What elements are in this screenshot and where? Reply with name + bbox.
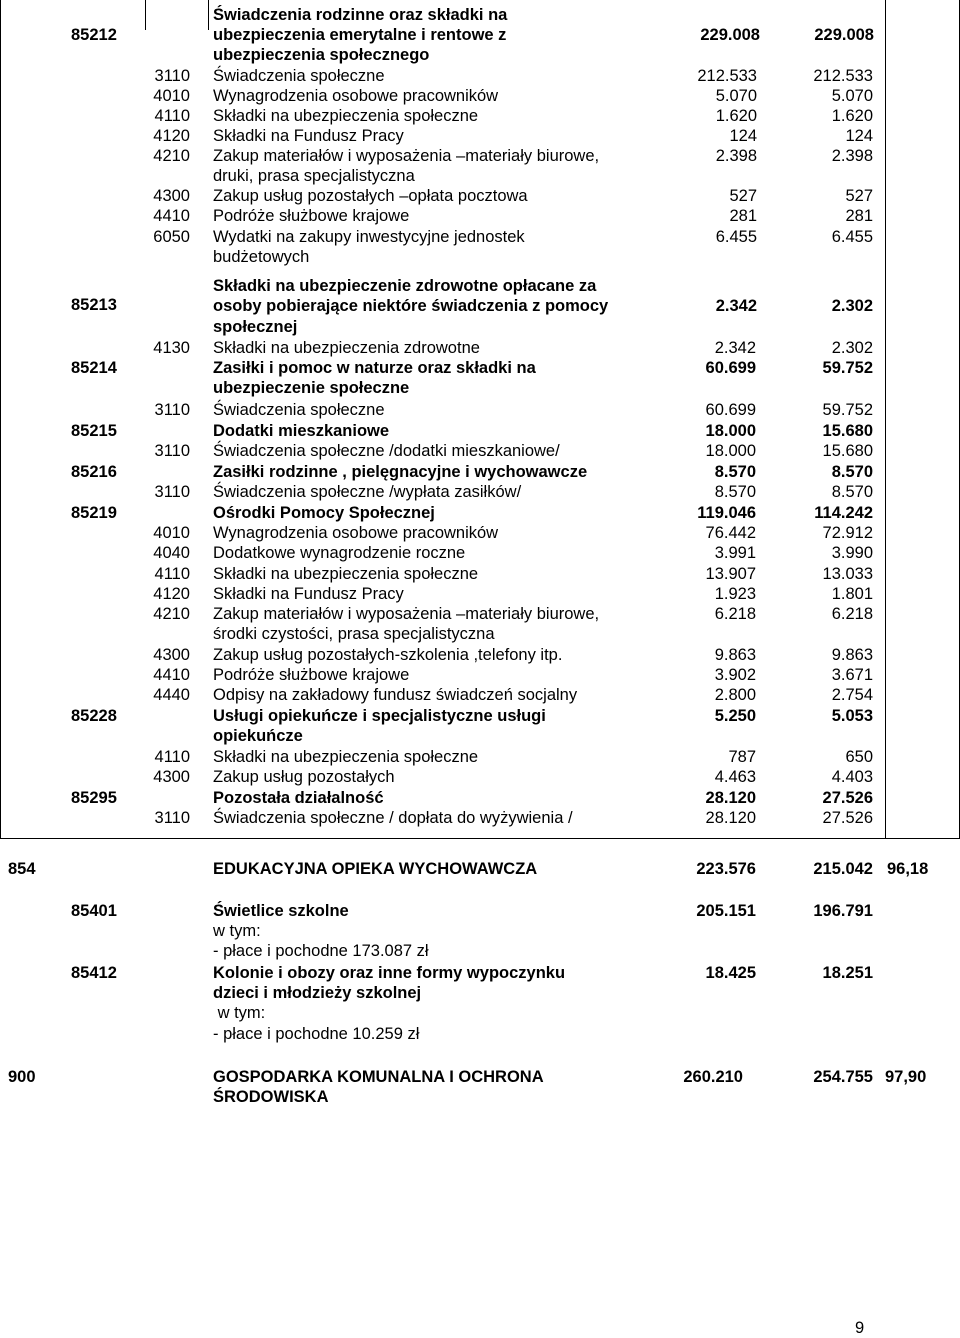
- executed-amount: 2.398: [831, 147, 873, 165]
- planned-amount: 76.442: [705, 524, 756, 542]
- section-note-line: - płace i pochodne 10.259 zł: [213, 1025, 420, 1043]
- item-label: środki czystości, prasa specjalistyczna: [213, 625, 495, 643]
- planned-amount: 8.570: [714, 483, 756, 501]
- planned-amount: 3.991: [714, 544, 756, 562]
- executed-amount: 27.526: [822, 789, 873, 807]
- planned-amount: 18.000: [705, 422, 756, 440]
- item-label: Świadczenia społeczne / dopłata do wyżywienia /: [213, 809, 573, 827]
- executed-amount: 8.570: [831, 463, 873, 481]
- item-label: Świadczenia społeczne: [213, 67, 385, 85]
- item-label: Odpisy na zakładowy fundusz świadczeń socjalny: [213, 686, 578, 704]
- item-label: Zakup usług pozostałych –opłata pocztowa: [213, 187, 528, 205]
- division-name: GOSPODARKA KOMUNALNA I OCHRONA: [213, 1068, 544, 1086]
- planned-amount: 6.218: [714, 605, 756, 623]
- section-title-line: Usługi opiekuńcze i specjalistyczne usługi: [213, 707, 546, 725]
- execution-percent: 97,90: [885, 1068, 927, 1086]
- planned-amount: 5.250: [714, 707, 756, 725]
- item-code: 4120: [153, 127, 190, 145]
- division-code: 854: [8, 860, 36, 878]
- planned-amount: 6.455: [715, 228, 757, 246]
- item-code: 4210: [153, 605, 190, 623]
- item-label: Zakup materiałów i wyposażenia –materiały biurowe,: [213, 147, 600, 165]
- execution-percent: 96,18: [887, 860, 929, 878]
- executed-amount: 229.008: [814, 26, 874, 44]
- item-label: Wydatki na zakupy inwestycyjne jednostek: [213, 228, 525, 246]
- item-code: 4110: [154, 748, 190, 766]
- page-number: 9: [855, 1319, 865, 1337]
- planned-amount: 527: [729, 187, 757, 205]
- section-code: 85215: [71, 422, 117, 440]
- planned-amount: 212.533: [697, 67, 757, 85]
- planned-amount: 260.210: [683, 1068, 743, 1086]
- executed-amount: 5.070: [831, 87, 873, 105]
- item-label: Świadczenia społeczne: [213, 401, 385, 419]
- executed-amount: 114.242: [814, 504, 873, 522]
- section-code: 85213: [71, 296, 117, 314]
- executed-amount: 6.218: [831, 605, 873, 623]
- planned-amount: 28.120: [705, 809, 756, 827]
- section-title-line: Ośrodki Pomocy Społecznej: [213, 504, 435, 522]
- item-code: 4040: [153, 544, 190, 562]
- item-label: Podróże służbowe krajowe: [213, 207, 410, 225]
- section-note-line: w tym:: [213, 922, 261, 940]
- division-name: ŚRODOWISKA: [213, 1088, 329, 1106]
- col-border-1: [145, 0, 146, 30]
- item-label: Dodatkowe wynagrodzenie roczne: [213, 544, 466, 562]
- planned-amount: 1.620: [715, 107, 757, 125]
- item-code: 4010: [153, 87, 190, 105]
- section-title-line: Składki na ubezpieczenie zdrowotne opłacane za: [213, 277, 597, 295]
- executed-amount: 650: [845, 748, 873, 766]
- item-label: Zakup usług pozostałych: [213, 768, 395, 786]
- section-title-line: osoby pobierające niektóre świadczenia z pomocy: [213, 297, 609, 315]
- item-code: 4410: [153, 666, 190, 684]
- planned-amount: 13.907: [705, 565, 756, 583]
- item-code: 4110: [154, 107, 190, 125]
- item-label: Zakup materiałów i wyposażenia –materiały biurowe,: [213, 605, 600, 623]
- item-code: 3110: [154, 401, 190, 419]
- planned-amount: 2.342: [714, 339, 756, 357]
- item-label: druki, prasa specjalistyczna: [213, 167, 415, 185]
- planned-amount: 60.699: [705, 359, 756, 377]
- executed-amount: 527: [845, 187, 873, 205]
- item-label: Składki na Fundusz Pracy: [213, 585, 404, 603]
- executed-amount: 72.912: [822, 524, 873, 542]
- planned-amount: 2.800: [714, 686, 756, 704]
- section-title-line: Dodatki mieszkaniowe: [213, 422, 390, 440]
- executed-amount: 59.752: [822, 359, 873, 377]
- section-bottom-border: [0, 838, 960, 839]
- executed-amount: 215.042: [813, 860, 873, 878]
- col-border-3: [885, 0, 886, 838]
- item-code: 4440: [153, 686, 190, 704]
- executed-amount: 281: [845, 207, 873, 225]
- col-border-2: [208, 0, 209, 30]
- executed-amount: 27.526: [822, 809, 873, 827]
- section-code: 85295: [71, 789, 117, 807]
- item-code: 4010: [153, 524, 190, 542]
- executed-amount: 15.680: [822, 442, 873, 460]
- section-title-line: Zasiłki rodzinne , pielęgnacyjne i wychowawcze: [213, 463, 588, 481]
- executed-amount: 8.570: [831, 483, 873, 501]
- item-code: 4300: [153, 187, 190, 205]
- executed-amount: 59.752: [822, 401, 873, 419]
- executed-amount: 254.755: [813, 1068, 873, 1086]
- planned-amount: 223.576: [696, 860, 756, 878]
- item-code: 4210: [153, 147, 190, 165]
- item-code: 4110: [154, 565, 190, 583]
- item-label: Składki na ubezpieczenia społeczne: [213, 748, 479, 766]
- item-label: Wynagrodzenia osobowe pracowników: [213, 87, 499, 105]
- planned-amount: 3.902: [714, 666, 756, 684]
- executed-amount: 1.620: [831, 107, 873, 125]
- outer-left-border: [0, 0, 1, 838]
- planned-amount: 60.699: [705, 401, 756, 419]
- planned-amount: 4.463: [714, 768, 756, 786]
- item-label: Składki na ubezpieczenia społeczne: [213, 107, 479, 125]
- planned-amount: 9.863: [714, 646, 756, 664]
- section-title-line: społecznej: [213, 318, 298, 336]
- executed-amount: 13.033: [822, 565, 873, 583]
- executed-amount: 2.302: [831, 339, 873, 357]
- section-code: 85216: [71, 463, 117, 481]
- item-label: Świadczenia społeczne /wypłata zasiłków/: [213, 483, 522, 501]
- item-code: 3110: [154, 442, 190, 460]
- division-code: 900: [8, 1068, 36, 1086]
- section-title-line: Kolonie i obozy oraz inne formy wypoczynku: [213, 964, 566, 982]
- item-code: 4120: [153, 585, 190, 603]
- executed-amount: 4.403: [831, 768, 873, 786]
- item-label: Wynagrodzenia osobowe pracowników: [213, 524, 499, 542]
- item-label: budżetowych: [213, 248, 310, 266]
- section-code: 85228: [71, 707, 117, 725]
- item-label: Składki na Fundusz Pracy: [213, 127, 404, 145]
- planned-amount: 1.923: [714, 585, 756, 603]
- item-code: 3110: [154, 483, 190, 501]
- executed-amount: 9.863: [831, 646, 873, 664]
- planned-amount: 5.070: [715, 87, 757, 105]
- executed-amount: 124: [845, 127, 873, 145]
- section-code: 85219: [71, 504, 117, 522]
- item-label: Świadczenia społeczne /dodatki mieszkaniowe/: [213, 442, 560, 460]
- planned-amount: 18.000: [705, 442, 756, 460]
- executed-amount: 196.791: [813, 902, 873, 920]
- item-code: 3110: [154, 67, 190, 85]
- item-label: Zakup usług pozostałych-szkolenia ,telefony itp.: [213, 646, 563, 664]
- section-code: 85412: [71, 964, 117, 982]
- item-code: 6050: [153, 228, 190, 246]
- planned-amount: 119.046: [697, 504, 756, 522]
- executed-amount: 1.801: [831, 585, 873, 603]
- planned-amount: 2.398: [715, 147, 757, 165]
- planned-amount: 28.120: [705, 789, 756, 807]
- executed-amount: 2.302: [831, 297, 873, 315]
- executed-amount: 3.671: [831, 666, 873, 684]
- planned-amount: 787: [728, 748, 756, 766]
- section-note-line: - płace i pochodne 173.087 zł: [213, 942, 429, 960]
- planned-amount: 205.151: [696, 902, 756, 920]
- executed-amount: 15.680: [822, 422, 873, 440]
- planned-amount: 18.425: [705, 964, 756, 982]
- executed-amount: 212.533: [813, 67, 873, 85]
- section-code: 85214: [71, 359, 117, 377]
- section-title-line: Pozostała działalność: [213, 789, 384, 807]
- section-title-line: opiekuńcze: [213, 727, 303, 745]
- item-code: 4130: [153, 339, 190, 357]
- section-title-line: ubezpieczenia społecznego: [213, 46, 430, 64]
- item-label: Składki na ubezpieczenia społeczne: [213, 565, 479, 583]
- item-label: Podróże służbowe krajowe: [213, 666, 410, 684]
- executed-amount: 6.455: [831, 228, 873, 246]
- section-title-line: Świetlice szkolne: [213, 902, 349, 920]
- item-label: Składki na ubezpieczenia zdrowotne: [213, 339, 480, 357]
- section-title-line: ubezpieczenie społeczne: [213, 379, 410, 397]
- planned-amount: 229.008: [700, 26, 760, 44]
- item-code: 4410: [153, 207, 190, 225]
- executed-amount: 3.990: [831, 544, 873, 562]
- section-title-line: ubezpieczenia emerytalne i rentowe z: [213, 26, 507, 44]
- section-title-line: dzieci i młodzieży szkolnej: [213, 984, 422, 1002]
- section-code: 85401: [71, 902, 117, 920]
- planned-amount: 2.342: [715, 297, 757, 315]
- planned-amount: 8.570: [714, 463, 756, 481]
- section-title-line: Świadczenia rodzinne oraz składki na: [213, 6, 508, 24]
- executed-amount: 18.251: [822, 964, 873, 982]
- section-title-line: Zasiłki i pomoc w naturze oraz składki na: [213, 359, 536, 377]
- item-code: 4300: [153, 768, 190, 786]
- section-note-line: w tym:: [213, 1004, 266, 1022]
- executed-amount: 5.053: [831, 707, 873, 725]
- planned-amount: 281: [729, 207, 757, 225]
- item-code: 4300: [153, 646, 190, 664]
- section-code: 85212: [71, 26, 117, 44]
- item-code: 3110: [154, 809, 190, 827]
- executed-amount: 2.754: [831, 686, 873, 704]
- planned-amount: 124: [729, 127, 757, 145]
- division-name: EDUKACYJNA OPIEKA WYCHOWAWCZA: [213, 860, 538, 878]
